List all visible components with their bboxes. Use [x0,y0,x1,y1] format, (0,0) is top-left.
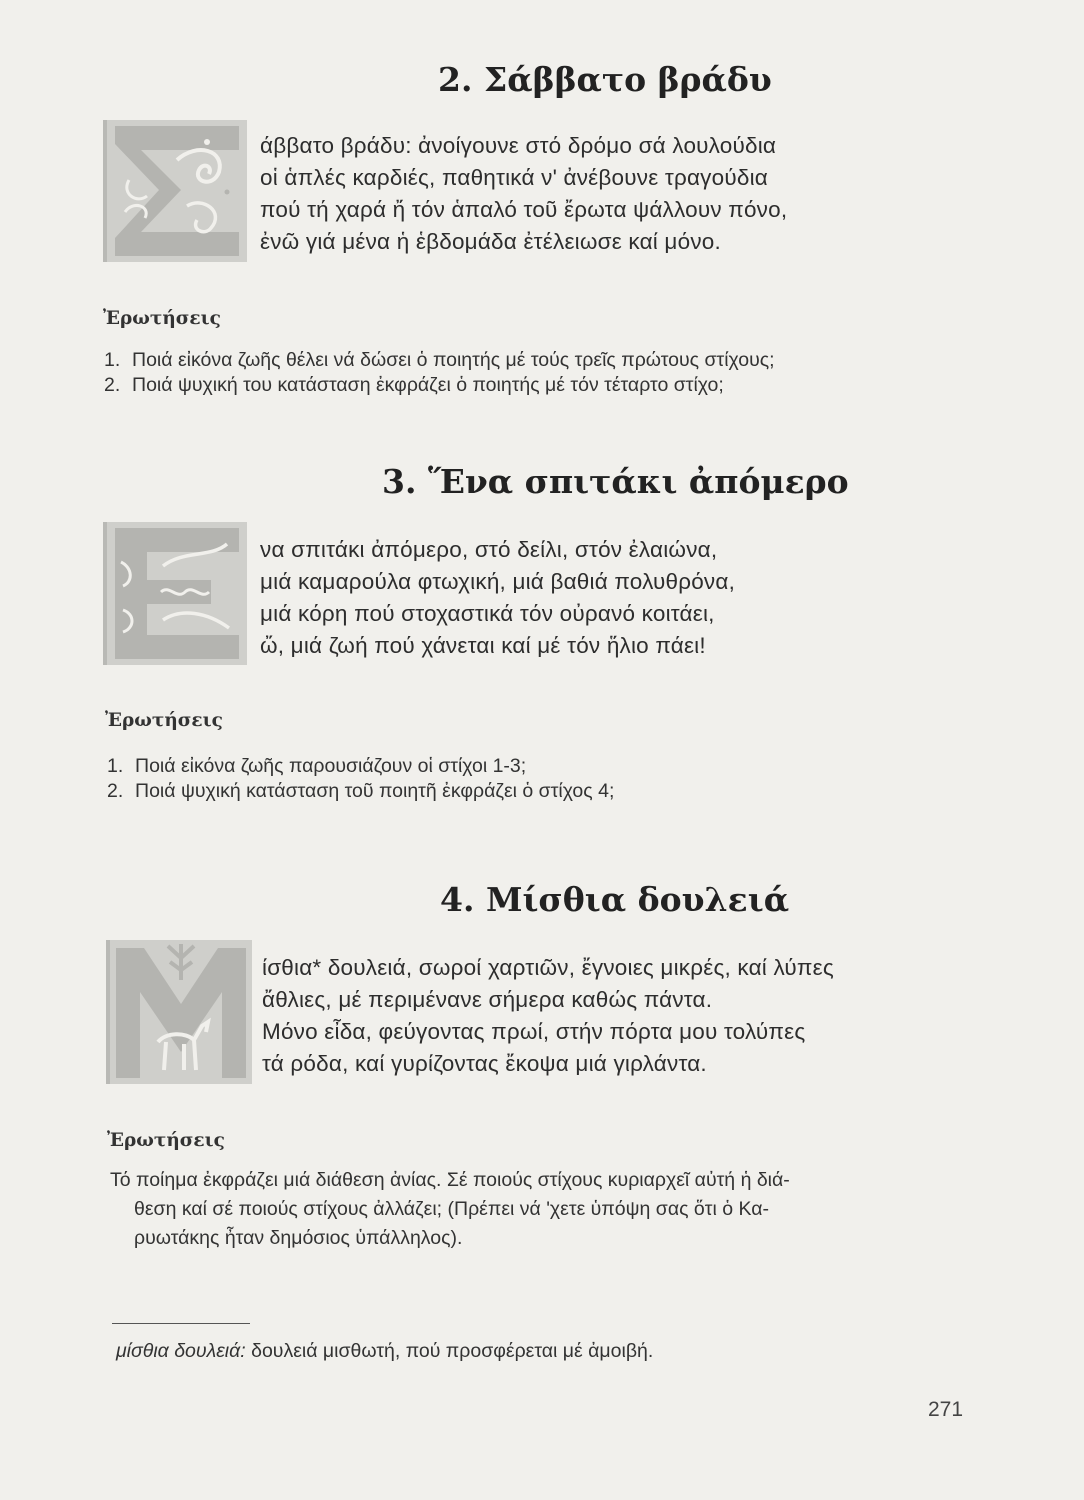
questions-list-sabbato [104,348,775,398]
page-number: 271 [928,1398,964,1421]
verse-line: ὤ, μιά ζωή πού χάνεται καί μέ τόν ἥλιο πάει! [260,633,706,658]
sigma-ornament-icon [107,120,247,262]
verse-line: πού τή χαρά ἤ τόν ἁπαλό τοῦ ἔρωτα ψάλλουν πόνο, [260,197,788,222]
question-paragraph-misthia [110,1166,790,1253]
verse-line: ἐνῶ γιά μένα ἡ ἑβδομάδα ἐτέλειωσε καί μόνο. [260,229,721,254]
initial-letter-sigma [103,120,247,262]
verse-line: οἱ ἁπλές καρδιές, παθητικά ν' ἀνέβουνε τραγούδια [260,165,768,190]
paragraph-line: ρυωτάκης ἦταν δημόσιος ὑπάλληλος). [134,1227,463,1249]
section-title-sabbato: 2. Σάββατο βράδυ [438,60,772,99]
questions-heading: Ἐρωτήσεις [107,1130,225,1151]
poem-spitaki-verses [260,534,735,662]
question-item: 1. Ποιά εἰκόνα ζωῆς θέλει νά δώσει ὁ ποιητής μέ τούς τρεῖς πρώτους στίχους; [104,349,775,371]
footnote-term: μίσθια δουλειά: [116,1340,246,1362]
section-title-spitaki: 3. Ἕνα σπιτάκι ἀπόμερο [382,462,849,501]
verse-line: ίσθια* δουλειά, σωροί χαρτιῶν, ἔγνοιες μικρές, καί λύπες [262,955,834,980]
verse-line: μιά κόρη πού στοχαστικά τόν οὐρανό κοιτάει, [260,601,715,626]
verse-line: τά ρόδα, καί γυρίζοντας ἔκοψα μιά γιρλάντα. [262,1051,707,1076]
epsilon-ornament-icon [107,522,247,665]
poem-sabbato-verses [260,130,787,258]
poem-misthia-verses [262,952,834,1080]
footnote-definition: δουλειά μισθωτή, πού προσφέρεται μέ ἀμοιβή. [251,1340,654,1362]
initial-letter-mu [106,940,252,1084]
verse-line: ἄθλιες, μέ περιμένανε σήμερα καθώς πάντα. [262,987,713,1012]
questions-list-spitaki [107,754,614,804]
paragraph-line: θεση καί σέ ποιούς στίχους ἀλλάζει; (Πρέπει νά 'χετε ὑπόψη σας ὅτι ὁ Κα- [134,1198,770,1220]
verse-line: μιά καμαρούλα φτωχική, μιά βαθιά πολυθρόνα, [260,569,736,594]
paragraph-line: Τό ποίημα ἐκφράζει μιά διάθεση ἀνίας. Σέ ποιούς στίχους κυριαρχεῖ αὐτή ἡ διά- [110,1169,790,1191]
question-item: 1. Ποιά εἰκόνα ζωῆς παρουσιάζουν οἱ στίχοι 1-3; [107,755,527,777]
questions-heading: Ἐρωτήσεις [103,308,221,329]
verse-line: Μόνο εἶδα, φεύγοντας πρωί, στήν πόρτα μου τολύπες [262,1019,806,1044]
footnote [116,1340,653,1363]
questions-heading: Ἐρωτήσεις [105,710,223,731]
section-title-misthia: 4. Μίσθια δουλειά [440,880,790,919]
mu-ornament-icon [110,940,252,1084]
verse-line: να σπιτάκι ἀπόμερο, στό δείλι, στόν ἐλαιώνα, [260,537,718,562]
verse-line: άββατο βράδυ: ἀνοίγουνε στό δρόμο σά λουλούδια [260,133,777,158]
initial-letter-epsilon [103,522,247,665]
footnote-rule [112,1323,250,1324]
question-item: 2. Ποιά ψυχική του κατάσταση ἐκφράζει ὁ ποιητής μέ τόν τέταρτο στίχο; [104,374,724,396]
question-item: 2. Ποιά ψυχική κατάσταση τοῦ ποιητῆ ἐκφράζει ὁ στίχος 4; [107,780,615,802]
